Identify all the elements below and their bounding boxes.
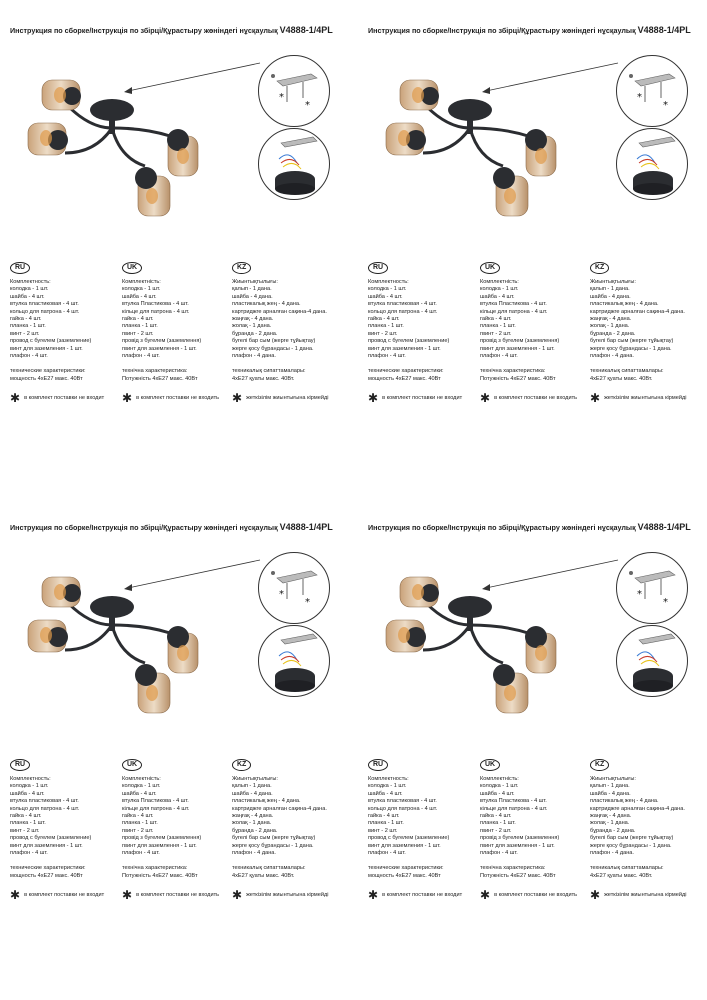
wiring-detail bbox=[616, 625, 688, 697]
spec-title-kz: техникалық сипаттамалары: bbox=[590, 865, 664, 872]
note-ru bbox=[10, 391, 115, 406]
contents-line: шайба - 4 шт. bbox=[122, 790, 157, 797]
contents-line: картриджге арналған сақина-4 дана. bbox=[232, 308, 327, 315]
asterisk-icon: ✱ bbox=[480, 391, 491, 406]
contents-line: втулка Пластикова - 4 шт. bbox=[480, 798, 547, 805]
contents-line: бугелі бар сым (жерге тұйықтау) bbox=[232, 835, 316, 842]
note-text-uk: в комплект поставки не входить bbox=[494, 891, 578, 898]
spec-value-kz: 4xE27 қуаты макс. 40Вт. bbox=[232, 872, 295, 879]
note-text-ru: в комплект поставки не входит bbox=[24, 891, 105, 898]
column-kz bbox=[232, 262, 344, 406]
contents-line: Жиынтықтылығы: bbox=[590, 279, 636, 285]
contents-line: винт - 2 шт. bbox=[368, 330, 398, 337]
asterisk-icon: ✱ bbox=[122, 888, 133, 903]
note-text-kz: жеткізілім жиынтығына кірмейді bbox=[604, 891, 687, 898]
spec-title-ru: технические характеристики: bbox=[368, 865, 444, 872]
mounting-bracket-detail bbox=[258, 552, 330, 624]
language-badge-uk: UK bbox=[480, 262, 500, 274]
contents-line: картриджге арналған сақина-4 дана. bbox=[590, 805, 685, 812]
contents-line: гайка - 4 шт. bbox=[368, 316, 400, 323]
contents-line: жерге қосу бұрандасы - 1 дана. bbox=[590, 345, 672, 352]
contents-line: пластикалық жең - 4 дана. bbox=[232, 301, 301, 308]
asterisk-icon: ✱ bbox=[232, 391, 243, 406]
note-text-ru: в комплект поставки не входит bbox=[24, 394, 105, 401]
contents-list-ru bbox=[10, 279, 115, 360]
language-badge-kz: KZ bbox=[232, 759, 251, 771]
contents-line: планка - 1 шт. bbox=[480, 820, 516, 827]
spec-title-ru: технические характеристики: bbox=[10, 368, 86, 375]
contents-line: шайба - 4 дана. bbox=[590, 790, 631, 797]
model-number: V4888-1/4PL bbox=[637, 25, 691, 35]
note-uk bbox=[480, 888, 585, 903]
mounting-plate-icon bbox=[617, 56, 687, 126]
contents-line: жаңғақ - 4 дана. bbox=[590, 813, 632, 820]
asterisk-icon: ✱ bbox=[590, 391, 601, 406]
contents-line: провод с бугелем (заземление) bbox=[10, 835, 92, 842]
language-badge-uk: UK bbox=[122, 262, 142, 274]
wiring-detail bbox=[616, 128, 688, 200]
mounting-plate-icon bbox=[617, 553, 687, 623]
contents-line: планка - 1 шт. bbox=[10, 323, 46, 330]
note-kz bbox=[232, 391, 344, 406]
contents-list-kz bbox=[232, 776, 344, 857]
contents-list-kz bbox=[590, 776, 702, 857]
spec-value-uk: Потужність 4xE27 макс. 40Вт bbox=[480, 872, 556, 879]
contents-list-kz bbox=[590, 279, 702, 360]
contents-line: планка - 1 шт. bbox=[368, 820, 404, 827]
spec-value-ru: мощность 4xE27 макс. 40Вт bbox=[10, 375, 83, 382]
contents-line: қалып - 1 дана. bbox=[590, 783, 630, 790]
contents-line: плафон - 4 шт. bbox=[122, 353, 160, 360]
title-text: Инструкция по сборке/Інструкція по збірці/Құрастыру жөніндегі нұсқаулық bbox=[368, 26, 636, 35]
contents-line: шайба - 4 дана. bbox=[590, 293, 631, 300]
contents-line: планка - 1 шт. bbox=[122, 323, 158, 330]
contents-line: втулка пластиковая - 4 шт. bbox=[10, 798, 79, 805]
contents-list-uk bbox=[122, 776, 227, 857]
contents-line: Комплектность: bbox=[10, 776, 51, 782]
instruction-quadrant-4 bbox=[358, 497, 698, 987]
column-kz bbox=[590, 759, 702, 903]
spec-value-kz: 4xE27 қуаты макс. 40Вт. bbox=[590, 375, 653, 382]
instruction-quadrant-1 bbox=[0, 0, 340, 490]
contents-line: жолақ - 1 дана. bbox=[590, 323, 630, 330]
contents-line: гвинт - 2 шт. bbox=[480, 330, 512, 337]
contents-line: колодка - 1 шт. bbox=[10, 783, 49, 790]
contents-line: гвинт для заземлення - 1 шт. bbox=[122, 345, 197, 352]
contents-line: планка - 1 шт. bbox=[480, 323, 516, 330]
contents-list-ru bbox=[368, 279, 473, 360]
wiring-connection-icon bbox=[259, 129, 329, 199]
contents-line: кільце для патрона - 4 шт. bbox=[122, 308, 190, 315]
wiring-connection-icon bbox=[617, 626, 687, 696]
contents-line: Комплектность: bbox=[10, 279, 51, 285]
spec-value-ru: мощность 4xE27 макс. 40Вт bbox=[368, 872, 441, 879]
spec-title-uk: технічна характеристика: bbox=[480, 368, 546, 375]
contents-line: винт для заземления - 1 шт. bbox=[10, 842, 83, 849]
note-uk bbox=[122, 888, 227, 903]
arrow-icon bbox=[478, 58, 623, 98]
contents-line: втулка пластиковая - 4 шт. bbox=[368, 301, 437, 308]
note-text-kz: жеткізілім жиынтығына кірмейді bbox=[246, 394, 329, 401]
contents-line: шайба - 4 шт. bbox=[368, 790, 403, 797]
note-uk bbox=[122, 391, 227, 406]
language-badge-ru: RU bbox=[10, 759, 30, 771]
contents-line: планка - 1 шт. bbox=[10, 820, 46, 827]
mounting-plate-icon bbox=[259, 56, 329, 126]
contents-line: кільце для патрона - 4 шт. bbox=[122, 805, 190, 812]
contents-line: винт - 2 шт. bbox=[10, 330, 40, 337]
contents-line: гвинт - 2 шт. bbox=[122, 827, 154, 834]
contents-line: плафон - 4 шт. bbox=[368, 353, 406, 360]
contents-line: провод с бугелем (заземление) bbox=[10, 338, 92, 345]
contents-line: колодка - 1 шт. bbox=[122, 286, 161, 293]
svg-text:*: * bbox=[663, 100, 668, 111]
svg-text:*: * bbox=[279, 92, 284, 103]
contents-list-kz bbox=[232, 279, 344, 360]
note-ru bbox=[10, 888, 115, 903]
contents-line: колодка - 1 шт. bbox=[122, 783, 161, 790]
contents-line: провод с бугелем (заземление) bbox=[368, 835, 450, 842]
contents-line: плафон - 4 шт. bbox=[368, 850, 406, 857]
contents-line: Жиынтықтылығы: bbox=[232, 776, 278, 782]
contents-line: шайба - 4 шт. bbox=[122, 293, 157, 300]
contents-line: пластикалық жең - 4 дана. bbox=[590, 798, 659, 805]
contents-line: кольцо для патрона - 4 шт. bbox=[368, 805, 438, 812]
contents-line: кільце для патрона - 4 шт. bbox=[480, 308, 548, 315]
svg-text:*: * bbox=[637, 589, 642, 600]
contents-line: бұранда - 2 дана. bbox=[232, 330, 278, 337]
mounting-bracket-detail bbox=[258, 55, 330, 127]
spec-title-kz: техникалық сипаттамалары: bbox=[590, 368, 664, 375]
column-ru bbox=[368, 262, 473, 406]
contents-line: гайка - 4 шт. bbox=[10, 316, 42, 323]
spec-title-kz: техникалық сипаттамалары: bbox=[232, 368, 306, 375]
contents-line: жолақ - 1 дана. bbox=[232, 820, 272, 827]
contents-line: планка - 1 шт. bbox=[368, 323, 404, 330]
contents-line: пластикалық жең - 4 дана. bbox=[590, 301, 659, 308]
spec-value-ru: мощность 4xE27 макс. 40Вт bbox=[10, 872, 83, 879]
spec-title-uk: технічна характеристика: bbox=[122, 368, 188, 375]
contents-line: шайба - 4 дана. bbox=[232, 293, 273, 300]
spec-value-kz: 4xE27 қуаты макс. 40Вт. bbox=[232, 375, 295, 382]
contents-line: гайка - 4 шт. bbox=[122, 813, 154, 820]
contents-line: провід з бугелем (заземлення) bbox=[480, 835, 560, 842]
contents-line: қалып - 1 дана. bbox=[232, 783, 272, 790]
spec-value-ru: мощность 4xE27 макс. 40Вт bbox=[368, 375, 441, 382]
asterisk-icon: ✱ bbox=[368, 391, 379, 406]
spec-title-ru: технические характеристики: bbox=[368, 368, 444, 375]
contents-line: плафон - 4 дана. bbox=[232, 850, 276, 857]
contents-line: плафон - 4 дана. bbox=[590, 850, 634, 857]
note-text-ru: в комплект поставки не входит bbox=[382, 891, 463, 898]
svg-text:*: * bbox=[305, 597, 310, 608]
contents-list-ru bbox=[10, 776, 115, 857]
contents-line: гайка - 4 шт. bbox=[122, 316, 154, 323]
contents-line: шайба - 4 шт. bbox=[368, 293, 403, 300]
contents-line: провод с бугелем (заземление) bbox=[368, 338, 450, 345]
contents-line: шайба - 4 шт. bbox=[480, 293, 515, 300]
contents-line: плафон - 4 дана. bbox=[232, 353, 276, 360]
note-text-uk: в комплект поставки не входить bbox=[494, 394, 578, 401]
contents-line: Комплектність: bbox=[122, 279, 161, 285]
arrow-icon bbox=[478, 555, 623, 595]
contents-line: винт - 2 шт. bbox=[368, 827, 398, 834]
contents-line: винт - 2 шт. bbox=[10, 827, 40, 834]
column-ru bbox=[368, 759, 473, 903]
contents-line: жерге қосу бұрандасы - 1 дана. bbox=[232, 842, 314, 849]
contents-line: винт для заземления - 1 шт. bbox=[368, 842, 441, 849]
note-ru bbox=[368, 391, 473, 406]
note-kz bbox=[590, 888, 702, 903]
contents-line: провід з бугелем (заземлення) bbox=[122, 338, 202, 345]
note-uk bbox=[480, 391, 585, 406]
title-text: Инструкция по сборке/Інструкція по збірці/Құрастыру жөніндегі нұсқаулық bbox=[368, 523, 636, 532]
contents-line: колодка - 1 шт. bbox=[480, 286, 519, 293]
contents-line: бұранда - 2 дана. bbox=[590, 827, 636, 834]
svg-text:*: * bbox=[305, 100, 310, 111]
contents-line: гвинт для заземлення - 1 шт. bbox=[122, 842, 197, 849]
contents-line: жаңғақ - 4 дана. bbox=[590, 316, 632, 323]
contents-line: гайка - 4 шт. bbox=[368, 813, 400, 820]
model-number: V4888-1/4PL bbox=[637, 522, 691, 532]
svg-text:*: * bbox=[663, 597, 668, 608]
column-kz bbox=[232, 759, 344, 903]
column-ru bbox=[10, 262, 115, 406]
contents-line: плафон - 4 шт. bbox=[480, 353, 518, 360]
contents-line: провід з бугелем (заземлення) bbox=[122, 835, 202, 842]
contents-line: бугелі бар сым (жерге тұйықтау) bbox=[232, 338, 316, 345]
instruction-title bbox=[368, 25, 691, 35]
note-text-kz: жеткізілім жиынтығына кірмейді bbox=[246, 891, 329, 898]
language-badge-ru: RU bbox=[368, 262, 388, 274]
contents-line: Жиынтықтылығы: bbox=[232, 279, 278, 285]
contents-line: провід з бугелем (заземлення) bbox=[480, 338, 560, 345]
contents-line: Комплектність: bbox=[480, 279, 519, 285]
spec-value-uk: Потужність 4xE27 макс. 40Вт bbox=[122, 872, 198, 879]
contents-line: втулка пластиковая - 4 шт. bbox=[368, 798, 437, 805]
spec-title-uk: технічна характеристика: bbox=[122, 865, 188, 872]
contents-line: шайба - 4 шт. bbox=[10, 790, 45, 797]
contents-line: гвинт для заземлення - 1 шт. bbox=[480, 345, 555, 352]
contents-line: кольцо для патрона - 4 шт. bbox=[10, 805, 80, 812]
note-kz bbox=[590, 391, 702, 406]
contents-line: жерге қосу бұрандасы - 1 дана. bbox=[232, 345, 314, 352]
contents-line: картриджге арналған сақина-4 дана. bbox=[232, 805, 327, 812]
contents-line: гайка - 4 шт. bbox=[480, 813, 512, 820]
contents-line: бугелі бар сым (жерге тұйықтау) bbox=[590, 338, 674, 345]
wiring-connection-icon bbox=[259, 626, 329, 696]
spec-value-uk: Потужність 4xE27 макс. 40Вт bbox=[122, 375, 198, 382]
svg-text:*: * bbox=[637, 92, 642, 103]
contents-line: гвинт для заземлення - 1 шт. bbox=[480, 842, 555, 849]
contents-line: втулка Пластикова - 4 шт. bbox=[122, 798, 189, 805]
spec-value-uk: Потужність 4xE27 макс. 40Вт bbox=[480, 375, 556, 382]
spec-title-ru: технические характеристики: bbox=[10, 865, 86, 872]
contents-line: жерге қосу бұрандасы - 1 дана. bbox=[590, 842, 672, 849]
contents-line: гайка - 4 шт. bbox=[10, 813, 42, 820]
spec-title-uk: технічна характеристика: bbox=[480, 865, 546, 872]
contents-line: бугелі бар сым (жерге тұйықтау) bbox=[590, 835, 674, 842]
contents-line: Комплектність: bbox=[480, 776, 519, 782]
contents-line: плафон - 4 дана. bbox=[590, 353, 634, 360]
contents-line: плафон - 4 шт. bbox=[10, 850, 48, 857]
contents-line: жаңғақ - 4 дана. bbox=[232, 813, 274, 820]
contents-line: кольцо для патрона - 4 шт. bbox=[368, 308, 438, 315]
contents-line: втулка Пластикова - 4 шт. bbox=[122, 301, 189, 308]
spec-value-kz: 4xE27 қуаты макс. 40Вт. bbox=[590, 872, 653, 879]
asterisk-icon: ✱ bbox=[480, 888, 491, 903]
instruction-title bbox=[10, 25, 333, 35]
contents-line: гайка - 4 шт. bbox=[480, 316, 512, 323]
note-text-kz: жеткізілім жиынтығына кірмейді bbox=[604, 394, 687, 401]
title-text: Инструкция по сборке/Інструкція по збірці/Құрастыру жөніндегі нұсқаулық bbox=[10, 523, 278, 532]
instruction-title bbox=[10, 522, 333, 532]
instruction-quadrant-3 bbox=[0, 497, 340, 987]
contents-line: жолақ - 1 дана. bbox=[590, 820, 630, 827]
contents-line: жаңғақ - 4 дана. bbox=[232, 316, 274, 323]
note-text-uk: в комплект поставки не входить bbox=[136, 891, 220, 898]
contents-line: кільце для патрона - 4 шт. bbox=[480, 805, 548, 812]
note-ru bbox=[368, 888, 473, 903]
svg-text:*: * bbox=[279, 589, 284, 600]
contents-line: Жиынтықтылығы: bbox=[590, 776, 636, 782]
contents-line: Комплектность: bbox=[368, 279, 409, 285]
arrow-icon bbox=[120, 555, 265, 595]
contents-line: шайба - 4 дана. bbox=[232, 790, 273, 797]
asterisk-icon: ✱ bbox=[122, 391, 133, 406]
wiring-detail bbox=[258, 625, 330, 697]
language-badge-kz: KZ bbox=[590, 759, 609, 771]
note-text-uk: в комплект поставки не входить bbox=[136, 394, 220, 401]
instruction-quadrant-2 bbox=[358, 0, 698, 490]
contents-line: колодка - 1 шт. bbox=[10, 286, 49, 293]
contents-line: жолақ - 1 дана. bbox=[232, 323, 272, 330]
asterisk-icon: ✱ bbox=[368, 888, 379, 903]
wiring-detail bbox=[258, 128, 330, 200]
column-uk bbox=[122, 262, 227, 406]
model-number: V4888-1/4PL bbox=[279, 25, 333, 35]
contents-line: плафон - 4 шт. bbox=[122, 850, 160, 857]
contents-line: колодка - 1 шт. bbox=[480, 783, 519, 790]
model-number: V4888-1/4PL bbox=[279, 522, 333, 532]
contents-line: втулка пластиковая - 4 шт. bbox=[10, 301, 79, 308]
spec-title-kz: техникалық сипаттамалары: bbox=[232, 865, 306, 872]
contents-line: бұранда - 2 дана. bbox=[232, 827, 278, 834]
asterisk-icon: ✱ bbox=[10, 391, 21, 406]
contents-line: плафон - 4 шт. bbox=[10, 353, 48, 360]
asterisk-icon: ✱ bbox=[232, 888, 243, 903]
contents-line: колодка - 1 шт. bbox=[368, 286, 407, 293]
language-badge-uk: UK bbox=[480, 759, 500, 771]
contents-line: кольцо для патрона - 4 шт. bbox=[10, 308, 80, 315]
contents-line: пластикалық жең - 4 дана. bbox=[232, 798, 301, 805]
column-uk bbox=[122, 759, 227, 903]
language-badge-kz: KZ bbox=[232, 262, 251, 274]
contents-line: гвинт - 2 шт. bbox=[480, 827, 512, 834]
column-kz bbox=[590, 262, 702, 406]
contents-line: қалып - 1 дана. bbox=[232, 286, 272, 293]
title-text: Инструкция по сборке/Інструкція по збірці/Құрастыру жөніндегі нұсқаулық bbox=[10, 26, 278, 35]
mounting-bracket-detail bbox=[616, 55, 688, 127]
contents-line: винт для заземления - 1 шт. bbox=[368, 345, 441, 352]
contents-list-uk bbox=[122, 279, 227, 360]
wiring-connection-icon bbox=[617, 129, 687, 199]
note-text-ru: в комплект поставки не входит bbox=[382, 394, 463, 401]
column-ru bbox=[10, 759, 115, 903]
column-uk bbox=[480, 759, 585, 903]
language-badge-ru: RU bbox=[368, 759, 388, 771]
contents-line: колодка - 1 шт. bbox=[368, 783, 407, 790]
contents-line: қалып - 1 дана. bbox=[590, 286, 630, 293]
language-badge-uk: UK bbox=[122, 759, 142, 771]
contents-line: Комплектность: bbox=[368, 776, 409, 782]
contents-line: картриджге арналған сақина-4 дана. bbox=[590, 308, 685, 315]
contents-line: винт для заземления - 1 шт. bbox=[10, 345, 83, 352]
contents-line: втулка Пластикова - 4 шт. bbox=[480, 301, 547, 308]
contents-line: планка - 1 шт. bbox=[122, 820, 158, 827]
contents-list-ru bbox=[368, 776, 473, 857]
mounting-plate-icon bbox=[259, 553, 329, 623]
note-kz bbox=[232, 888, 344, 903]
contents-line: шайба - 4 шт. bbox=[480, 790, 515, 797]
mounting-bracket-detail bbox=[616, 552, 688, 624]
contents-list-uk bbox=[480, 776, 585, 857]
instruction-title bbox=[368, 522, 691, 532]
asterisk-icon: ✱ bbox=[590, 888, 601, 903]
asterisk-icon: ✱ bbox=[10, 888, 21, 903]
language-badge-kz: KZ bbox=[590, 262, 609, 274]
language-badge-ru: RU bbox=[10, 262, 30, 274]
column-uk bbox=[480, 262, 585, 406]
contents-line: Комплектність: bbox=[122, 776, 161, 782]
contents-list-uk bbox=[480, 279, 585, 360]
arrow-icon bbox=[120, 58, 265, 98]
contents-line: бұранда - 2 дана. bbox=[590, 330, 636, 337]
contents-line: плафон - 4 шт. bbox=[480, 850, 518, 857]
contents-line: гвинт - 2 шт. bbox=[122, 330, 154, 337]
contents-line: шайба - 4 шт. bbox=[10, 293, 45, 300]
